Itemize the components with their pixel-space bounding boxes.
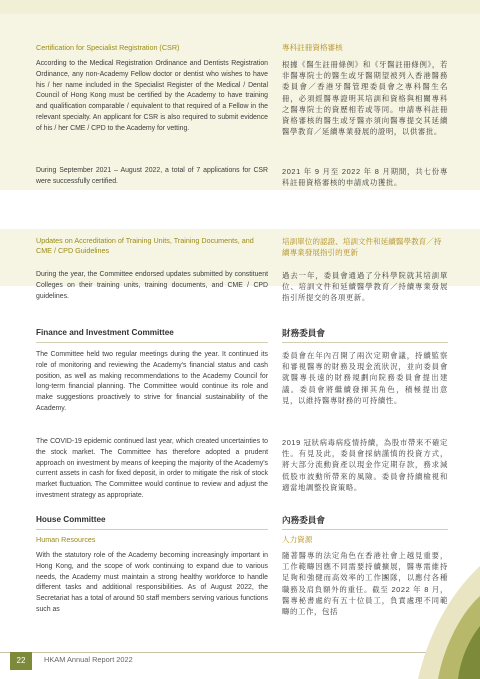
csr-title-en: Certification for Specialist Registration (CSR): [36, 43, 180, 52]
finance-paragraph1-zh: 委員會在年內召開了兩次定期會議，持續監察和審視醫專的財務及現金流狀況，並向委員會就醫專長遠的財務規劃向院務委員會提出建議。委員會將繼續發揮其角色，積極提出意見，以維持醫專財務的可持續性。: [282, 351, 448, 405]
footer-divider: [0, 652, 430, 653]
csr-title-zh: 專科註冊資格審核: [282, 43, 343, 52]
finance-divider-en: [36, 342, 268, 343]
finance-heading-en: Finance and Investment Committee: [36, 328, 174, 337]
csr-result-en: During September 2021 – August 2022, a total of 7 applications for CSR were successfully certified.: [36, 167, 268, 185]
page-number: 22: [10, 652, 32, 670]
house-divider-en: [36, 529, 268, 530]
finance-heading-zh: 財務委員會: [282, 328, 325, 338]
finance-paragraph2-zh: 2019 冠狀病毒病疫情持續，為股市帶來不確定性。有見及此，委員會採納謹慎的投資方式，將大部分流動資產以現金作定期存款，務求減低股市波動所帶來的風險。委員會持續檢視和適當地調整投資策略。: [282, 438, 448, 492]
house-paragraph-en: With the statutory role of the Academy becoming increasingly important in Hong Kong, and the scope of work continuing to expand due to various needs, the Academy must maintain a strong healthy workforce to handle different tasks and additional responsibilities. As of August 2022, the Secretariat has a total of around 50 staff members serving various functions such as: [36, 552, 268, 613]
finance-paragraph1-en: The Committee held two regular meetings during the year. It continued its role of monitoring and reviewing the Academy's financial status and cash position, as well as making recommendations to the Academy Council for long-term financial planning. The Committee would continue its role and make suggestions proactively to strive for financial sustainability of the Academy.: [36, 351, 268, 412]
publication-title: HKAM Annual Report 2022: [44, 655, 133, 664]
top-color-bar: [0, 0, 480, 14]
house-paragraph-zh: 隨著醫專的法定角色在香港社會上越見重要，工作範疇因應不同需要持續擴展，醫專需維持足夠和強健而高效率的工作團隊，以應付各種職務及肩負額外的重任。截至 2022 年 8 月，醫專秘書處約有五十位員工，負責處理不同範疇的工作，包括: [282, 551, 448, 617]
decorative-swoosh-graphic: [388, 556, 480, 679]
house-heading-en: House Committee: [36, 515, 106, 524]
csr-paragraph-zh: 根據《醫生註冊條例》和《牙醫註冊條例》，若非醫專院士的醫生或牙醫期望被列入香港醫務委員會／香港牙醫管理委員會之專科醫生名冊，必須經醫專證明其培訓和資格與相關專科之醫專院士的資歷相若或等同。申請專科註冊資格審核的醫生或牙醫亦須向醫專提交其延續醫學教育／延續專業發展的證明，以供審批。: [282, 60, 448, 137]
updates-paragraph-en: During the year, the Committee endorsed updates submitted by constituent Colleges on their training units, training documents, and CME / CPD guidelines.: [36, 271, 268, 300]
human-resources-subtitle-zh: 人力資源: [282, 535, 313, 544]
human-resources-subtitle-en: Human Resources: [36, 535, 96, 544]
updates-title-en: Updates on Accreditation of Training Units, Training Documents, and CME / CPD Guidelines: [36, 236, 254, 255]
csr-paragraph-en: According to the Medical Registration Ordinance and Dentists Registration Ordinance, any non-Academy Fellow doctor or dentist who wishes to have his / her name included in the Specialist Register of the Medical / Dental Council of Hong Kong must be certified by the Academy to have training and qualification comparable / equivalent to that required of a Fellow in the relevant specialty. An applicant for CSR is also required to submit evidence of his / her CME / CPD to the Academy for vetting.: [36, 60, 268, 132]
finance-divider-zh: [282, 342, 448, 343]
house-heading-zh: 內務委員會: [282, 515, 325, 525]
csr-result-zh: 2021 年 9 月至 2022 年 8 月期間，共七份專科註冊資格審核的申請成功獲批。: [282, 167, 448, 188]
finance-paragraph2-en: The COVID-19 epidemic continued last year, which created uncertainties to the stock market. The Committee has therefore adopted a prudent approach on investment by means of keeping the majority of the Academy's current assets in cash for fixed deposit, in order to mitigate the risk of stock market fluctuation. The Committee would continue to review and adjust the investment strategy as appropriate.: [36, 438, 268, 499]
house-divider-zh: [282, 529, 448, 530]
updates-title-zh: 培訓單位的認證、培訓文件和延續醫學教育／持續專業發展指引的更新: [282, 237, 442, 257]
updates-paragraph-zh: 過去一年，委員會通過了分科學院就其培訓單位、培訓文件和延續醫學教育／持續專業發展指引所提交的各項更新。: [282, 271, 448, 303]
